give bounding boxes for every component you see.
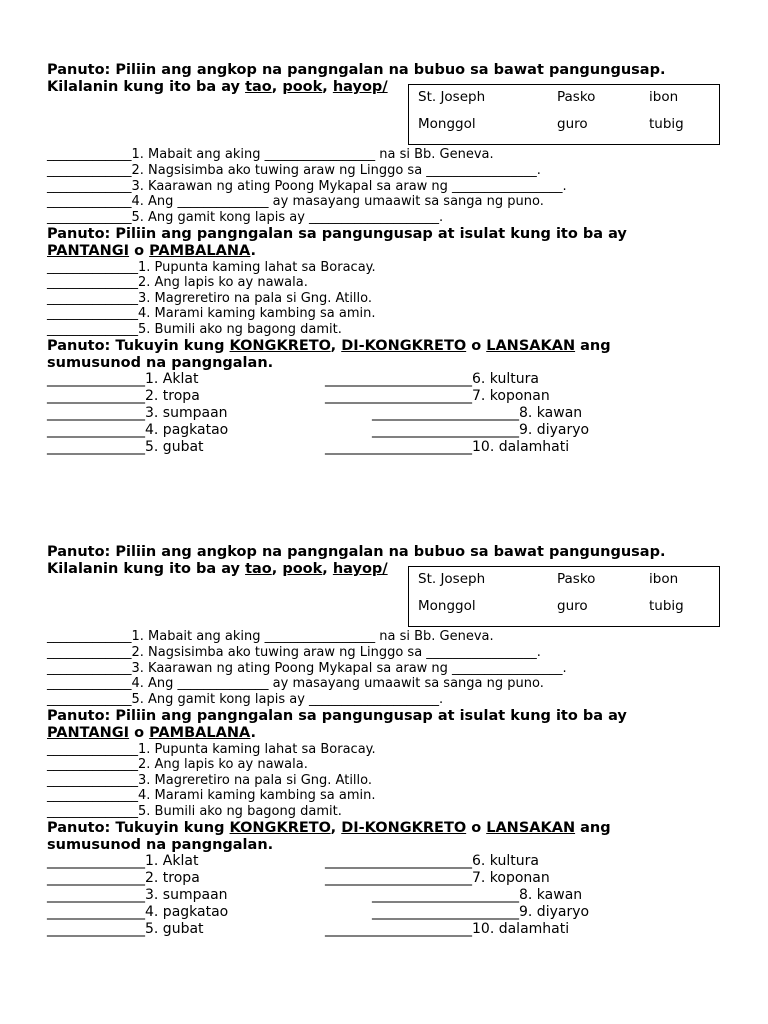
term-di-kongkreto: DI-KONGKRETO: [341, 338, 467, 354]
part1-instruction-prefix: Kilalanin kung ito ba ay: [47, 79, 246, 95]
word-box-item: Monggol: [418, 598, 476, 614]
part2-item: ______________2. Ang lapis ko ay nawala.: [47, 757, 308, 772]
comma: ,: [271, 79, 278, 95]
part3-left-item: ______________5. gubat: [47, 921, 204, 937]
term-pantangi: PANTANGI: [47, 243, 130, 259]
word-box-item: guro: [557, 598, 588, 614]
part2-item: ______________5. Bumili ako ng bagong damit.: [47, 804, 342, 819]
part1-item: _____________4. Ang ______________ ay masayang umaawit sa sanga ng puno.: [47, 676, 544, 691]
part2-item: ______________4. Marami kaming kambing sa amin.: [47, 306, 376, 321]
part3-right-item: _____________________6. kultura: [325, 371, 539, 387]
part3-left-item: ______________4. pagkatao: [47, 422, 229, 438]
word-box: [408, 84, 720, 145]
connector: o: [466, 820, 487, 836]
part1-item: _____________1. Mabait ang aking _________________ na si Bb. Geneva.: [47, 147, 494, 162]
part1-item: _____________3. Kaarawan ng ating Poong Mykapal sa araw ng _________________.: [47, 179, 567, 194]
category-tao: tao: [245, 79, 272, 95]
part3-instruction-line2: sumusunod na pangngalan.: [47, 355, 274, 371]
connector: o: [466, 338, 487, 354]
part2-item: ______________1. Pupunta kaming lahat sa Boracay.: [47, 742, 376, 757]
part3-left-item: ______________2. tropa: [47, 388, 200, 404]
word-box-item: guro: [557, 116, 588, 132]
worksheet-2: [0, 482, 768, 962]
part3-instruction-suffix: ang: [575, 820, 611, 836]
word-box-item: Monggol: [418, 116, 476, 132]
part1-instruction-prefix: Kilalanin kung ito ba ay: [47, 561, 246, 577]
term-lansakan: LANSAKAN: [486, 820, 576, 836]
part1-instruction-line1: Panuto: Piliin ang angkop na pangngalan na bubuo sa bawat pangungusap.: [47, 544, 666, 560]
term-pambalana: PAMBALANA: [149, 725, 251, 741]
part1-item: _____________1. Mabait ang aking _________________ na si Bb. Geneva.: [47, 629, 494, 644]
part3-right-item: _____________________10. dalamhati: [325, 439, 570, 455]
part1-instruction-line2: [47, 561, 388, 578]
worksheet-1: [0, 0, 768, 480]
word-box-item: ibon: [649, 571, 679, 587]
part3-instruction-prefix: Panuto: Tukuyin kung: [47, 338, 230, 354]
word-box-item: Pasko: [557, 571, 596, 587]
part3-right-item: _____________________8. kawan: [372, 405, 583, 421]
word-box-item: tubig: [649, 116, 684, 132]
connector: o: [129, 725, 150, 741]
part2-item: ______________1. Pupunta kaming lahat sa Boracay.: [47, 260, 376, 275]
period: .: [250, 725, 256, 741]
comma: ,: [330, 338, 342, 354]
word-box: [408, 566, 720, 627]
part2-item: ______________3. Magreretiro na pala si Gng. Atillo.: [47, 291, 373, 306]
part1-item: _____________4. Ang ______________ ay masayang umaawit sa sanga ng puno.: [47, 194, 544, 209]
part2-item: ______________2. Ang lapis ko ay nawala.: [47, 275, 308, 290]
part1-item: _____________2. Nagsisimba ako tuwing araw ng Linggo sa _________________.: [47, 163, 541, 178]
part3-left-item: ______________2. tropa: [47, 870, 200, 886]
category-tao: tao: [245, 561, 272, 577]
term-pambalana: PAMBALANA: [149, 243, 251, 259]
part2-item: ______________4. Marami kaming kambing sa amin.: [47, 788, 376, 803]
part1-item: _____________5. Ang gamit kong lapis ay ____________________.: [47, 210, 444, 225]
part3-left-item: ______________3. sumpaan: [47, 887, 228, 903]
part2-instruction-line2: [47, 725, 256, 742]
word-box-item: tubig: [649, 598, 684, 614]
connector: o: [129, 243, 150, 259]
category-hayop: hayop/: [332, 561, 388, 577]
term-pantangi: PANTANGI: [47, 725, 130, 741]
part2-item: ______________3. Magreretiro na pala si Gng. Atillo.: [47, 773, 373, 788]
comma: ,: [322, 79, 328, 95]
part3-left-item: ______________3. sumpaan: [47, 405, 228, 421]
term-kongkreto: KONGKRETO: [229, 820, 331, 836]
word-box-item: St. Joseph: [418, 571, 486, 587]
part3-left-item: ______________1. Aklat: [47, 371, 199, 387]
part3-left-item: ______________4. pagkatao: [47, 904, 229, 920]
category-pook: pook: [282, 79, 323, 95]
period: .: [250, 243, 256, 259]
part1-instruction-line1: Panuto: Piliin ang angkop na pangngalan na bubuo sa bawat pangungusap.: [47, 62, 666, 78]
category-pook: pook: [282, 561, 323, 577]
comma: ,: [322, 561, 328, 577]
word-box-item: ibon: [649, 89, 679, 105]
part3-right-item: _____________________7. koponan: [325, 870, 550, 886]
part3-left-item: ______________5. gubat: [47, 439, 204, 455]
part3-instruction-line1: [47, 338, 611, 355]
term-lansakan: LANSAKAN: [486, 338, 576, 354]
part2-item: ______________5. Bumili ako ng bagong damit.: [47, 322, 342, 337]
part1-item: _____________3. Kaarawan ng ating Poong Mykapal sa araw ng _________________.: [47, 661, 567, 676]
part1-instruction-line2: [47, 79, 388, 96]
term-di-kongkreto: DI-KONGKRETO: [341, 820, 467, 836]
part3-right-item: _____________________9. diyaryo: [372, 904, 590, 920]
part3-right-item: _____________________9. diyaryo: [372, 422, 590, 438]
part3-instruction-line2: sumusunod na pangngalan.: [47, 837, 274, 853]
comma: ,: [330, 820, 342, 836]
part1-item: _____________5. Ang gamit kong lapis ay ____________________.: [47, 692, 444, 707]
part2-instruction-line1: Panuto: Piliin ang pangngalan sa pangungusap at isulat kung ito ba ay: [47, 226, 627, 242]
comma: ,: [271, 561, 278, 577]
part3-left-item: ______________1. Aklat: [47, 853, 199, 869]
word-box-item: Pasko: [557, 89, 596, 105]
category-hayop: hayop/: [332, 79, 388, 95]
part3-right-item: _____________________7. koponan: [325, 388, 550, 404]
part3-instruction-suffix: ang: [575, 338, 611, 354]
part2-instruction-line2: [47, 243, 256, 260]
part1-item: _____________2. Nagsisimba ako tuwing araw ng Linggo sa _________________.: [47, 645, 541, 660]
part3-instruction-line1: [47, 820, 611, 837]
term-kongkreto: KONGKRETO: [229, 338, 331, 354]
part3-right-item: _____________________10. dalamhati: [325, 921, 570, 937]
word-box-item: St. Joseph: [418, 89, 486, 105]
part3-right-item: _____________________8. kawan: [372, 887, 583, 903]
part2-instruction-line1: Panuto: Piliin ang pangngalan sa pangungusap at isulat kung ito ba ay: [47, 708, 627, 724]
part3-instruction-prefix: Panuto: Tukuyin kung: [47, 820, 230, 836]
part3-right-item: _____________________6. kultura: [325, 853, 539, 869]
